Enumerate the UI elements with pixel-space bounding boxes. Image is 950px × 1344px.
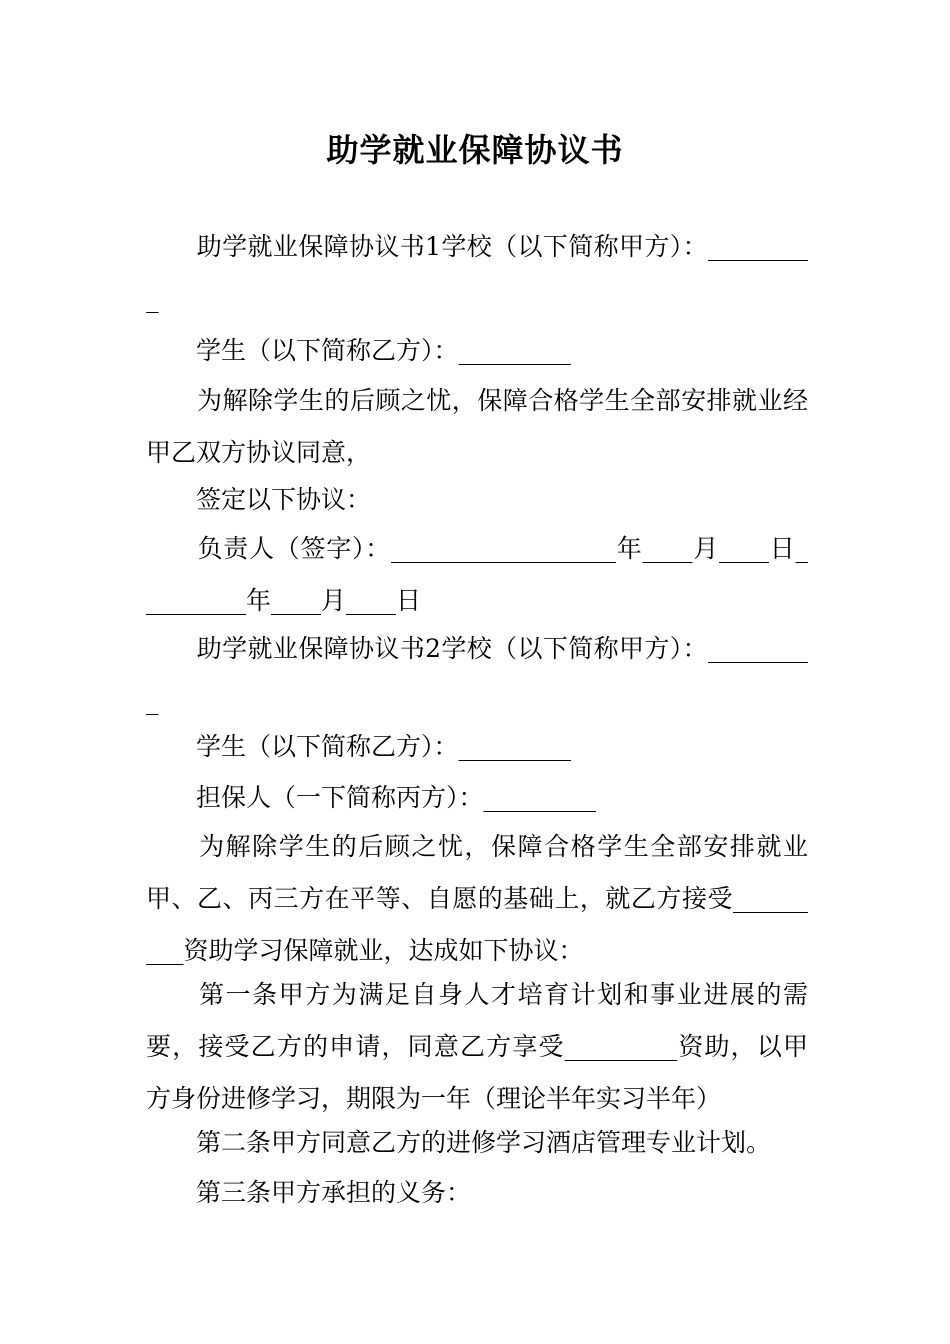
paragraph-sign-agreement: 签定以下协议： <box>146 485 372 514</box>
document-title: 助学就业保障协议书 <box>326 131 624 169</box>
paragraph-school-party-a-1: 助学就业保障协议书1学校（以下简称甲方）：_________ <box>146 232 808 313</box>
paragraph-article-2: 第二条甲方同意乙方的进修学习酒店管理专业计划。 <box>146 1128 772 1157</box>
paragraph-school-party-a-2: 助学就业保障协议书2学校（以下简称甲方）：_________ <box>146 634 808 715</box>
paragraph-student-party-b-2: 学生（以下简称乙方）：_________ <box>146 732 572 761</box>
paragraph-student-party-b-1: 学生（以下简称乙方）：_________ <box>146 336 572 365</box>
paragraph-signature-date: 负责人（签字）：__________________年____月____日_________年____月____日 <box>146 534 808 615</box>
paragraph-article-3: 第三条甲方承担的义务： <box>146 1178 472 1207</box>
paragraph-purpose-2: 为解除学生的后顾之忧，保障合格学生全部安排就业甲、乙、丙三方在平等、自愿的基础上，就乙方接受_________资助学习保障就业，达成如下协议： <box>146 832 808 965</box>
paragraph-article-1: 第一条甲方为满足自身人才培育计划和事业进展的需要，接受乙方的申请，同意乙方享受_________资助，以甲方身份进修学习，期限为一年（理论半年实习半年） <box>146 980 808 1113</box>
paragraph-guarantor-party-c: 担保人（一下简称丙方）：_________ <box>146 783 597 812</box>
paragraph-purpose-1: 为解除学生的后顾之忧，保障合格学生全部安排就业经甲乙双方协议同意， <box>146 386 808 467</box>
